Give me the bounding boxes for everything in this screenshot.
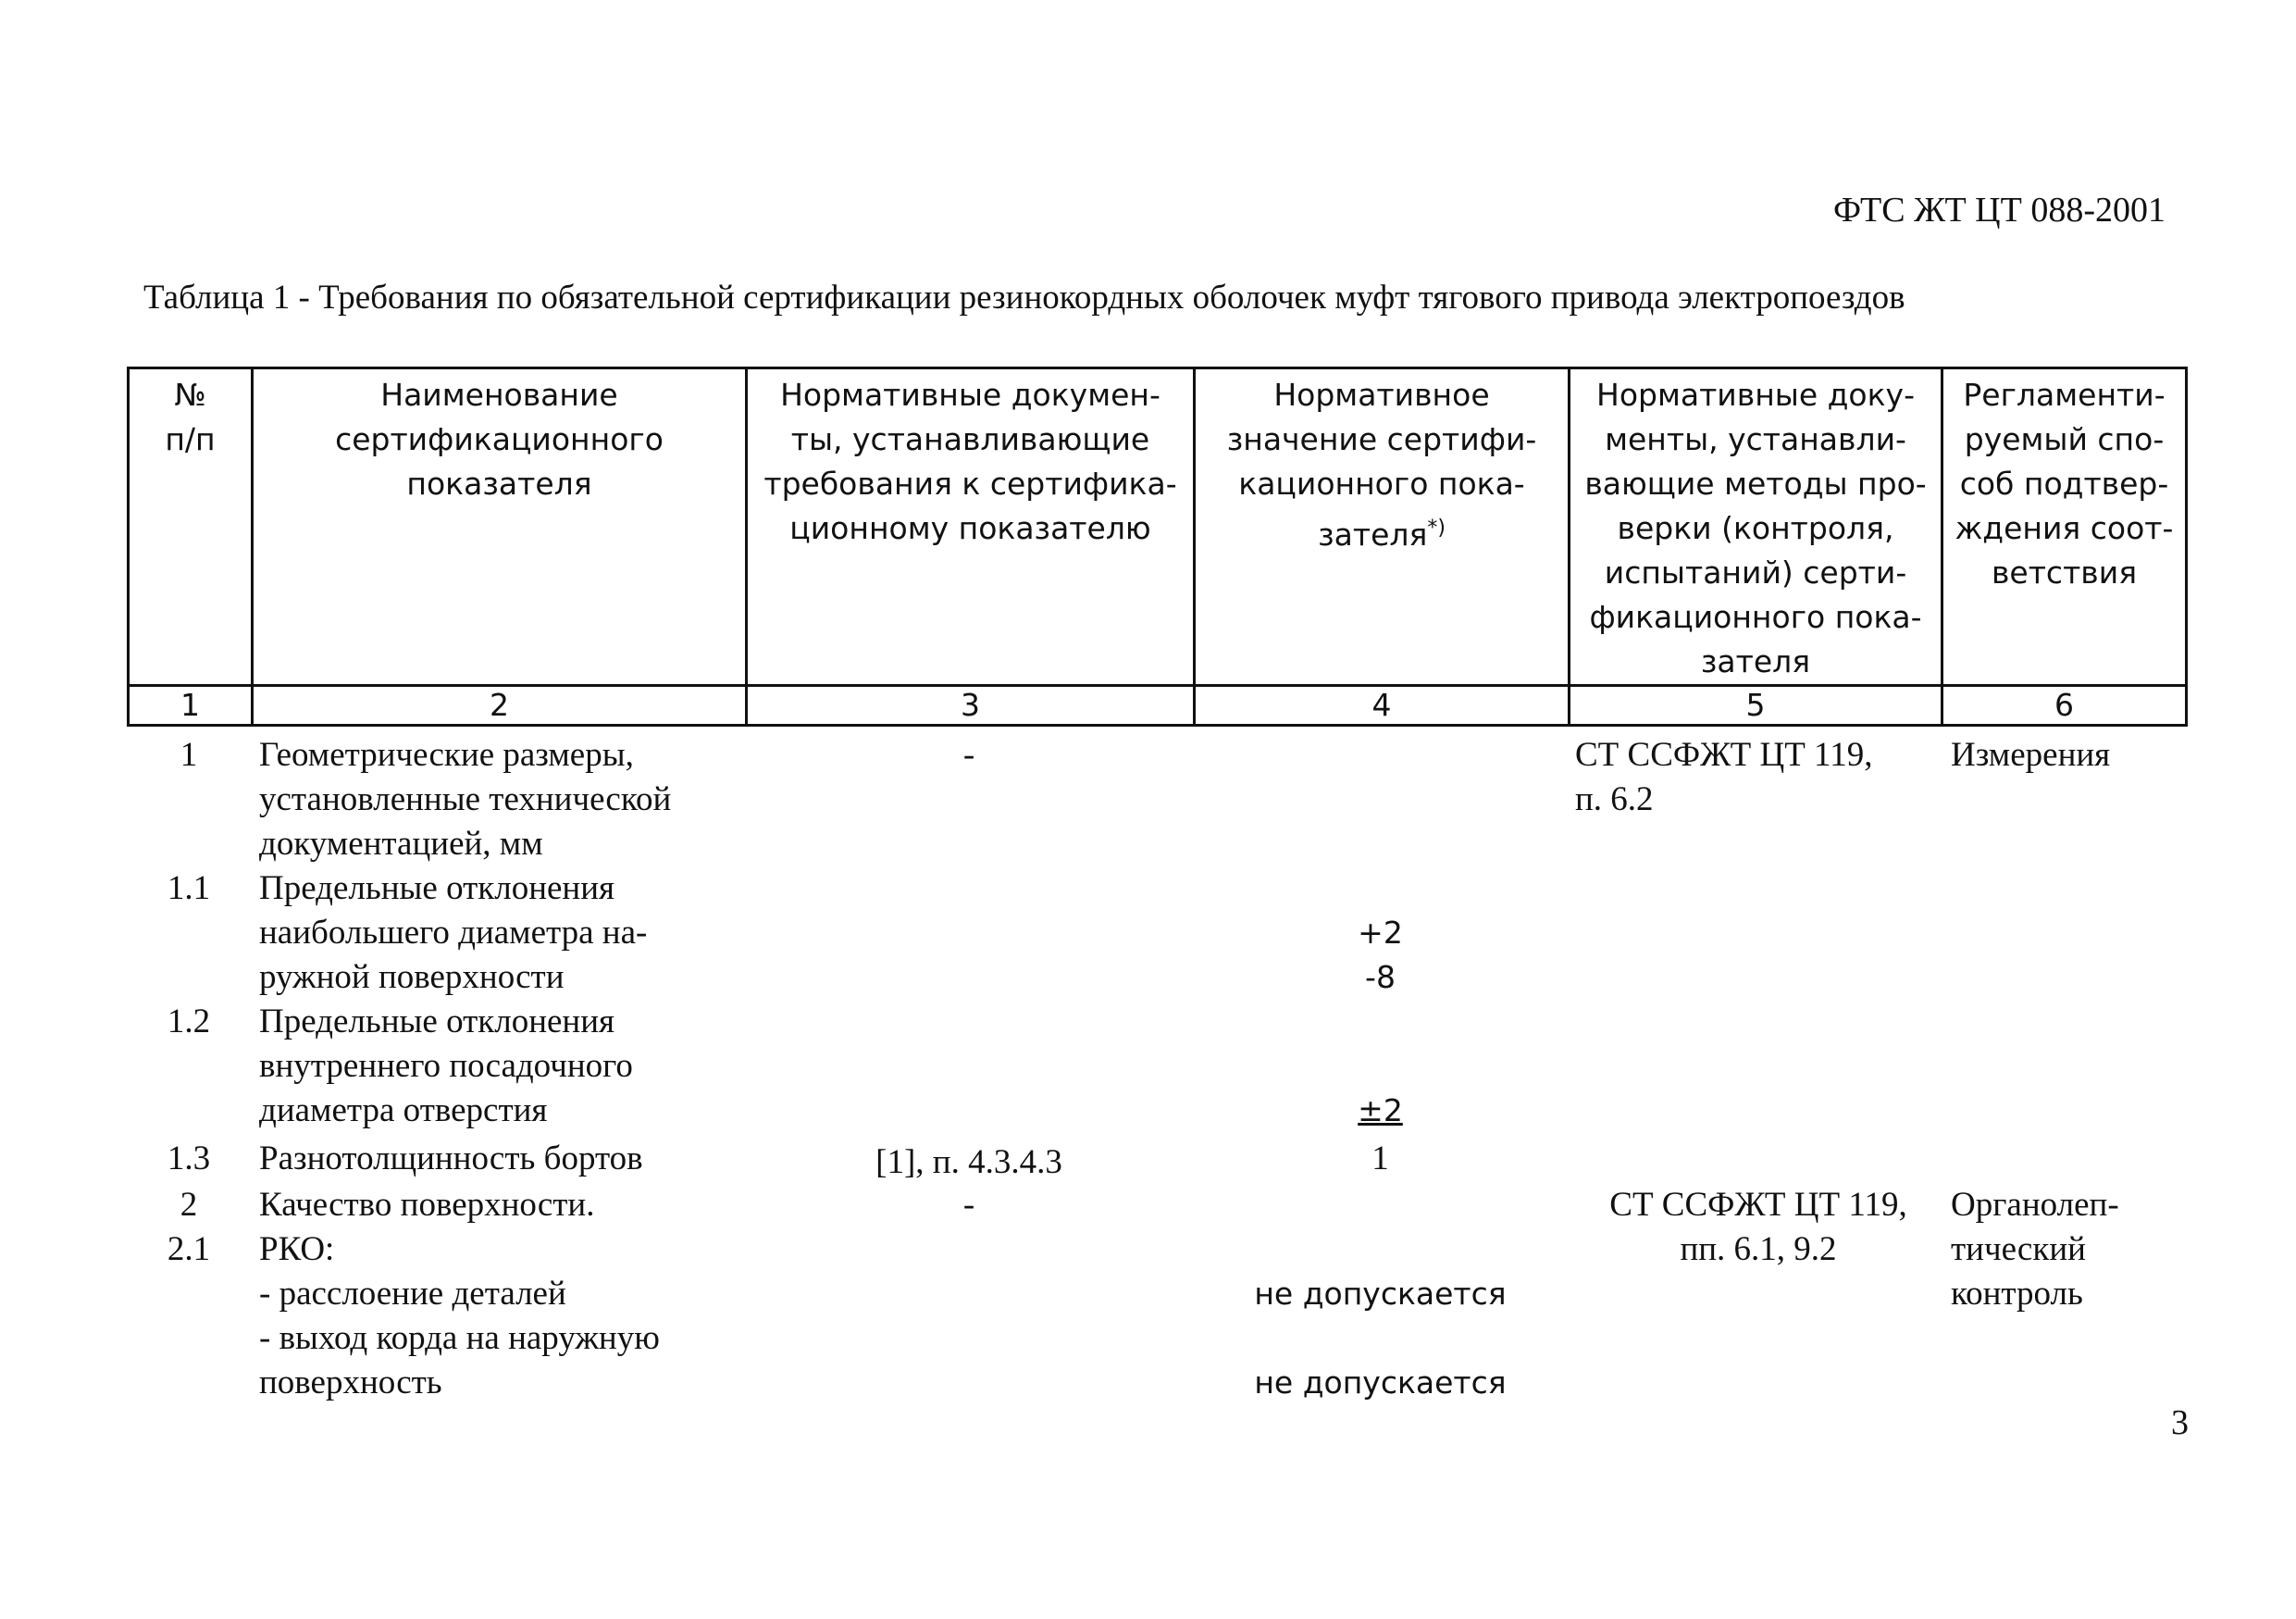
row-method-doc: СТ ССФЖТ ЦТ 119, пп. 6.1, 9.2 — [1609, 1186, 1907, 1268]
column-number: 5 — [1570, 686, 1942, 726]
row-number: 2 — [180, 1186, 198, 1224]
row-indicator-name: Предельные отклонения внутреннего посадочного диаметра отверстия — [259, 1003, 633, 1129]
row-method-doc: СТ ССФЖТ ЦТ 119, п. 6.2 — [1575, 736, 1873, 818]
column-number: 6 — [1942, 686, 2187, 726]
row-number: 2.1 — [167, 1230, 211, 1268]
row-number: 1.1 — [167, 869, 211, 907]
row-requirement-doc: [1], п. 4.3.4.3 — [875, 1143, 1062, 1181]
row-indicator-name: Разнотолщинность бортов — [259, 1140, 643, 1177]
row-indicator-name: Качество поверхности. — [259, 1186, 595, 1224]
row-indicator-name: РКО: — [259, 1230, 335, 1268]
row-number: 1.3 — [167, 1140, 211, 1177]
footnote-mark: *) — [1427, 517, 1446, 540]
row-indicator-name: - расслоение деталей — [259, 1275, 566, 1313]
header-cell-method-docs: Нормативные доку- менты, устанавли- вающие методы про- верки (контроля, испытаний) серти- фикационного пока- зателя — [1570, 368, 1942, 686]
row-normative-value: 1 — [1371, 1140, 1389, 1177]
table-header — [127, 367, 2188, 727]
column-number: 3 — [747, 686, 1195, 726]
column-number: 2 — [253, 686, 747, 726]
row-indicator-name: Геометрические размеры, установленные технической документацией, мм — [259, 736, 672, 863]
column-number: 1 — [129, 686, 253, 726]
row-indicator-name: Предельные отклонения наибольшего диаметра на- ружной поверхности — [259, 869, 648, 996]
row-indicator-name: - выход корда на наружную поверхность — [259, 1319, 660, 1401]
row-method: Измерения — [1951, 736, 2111, 774]
row-method: Органолеп- тический контроль — [1951, 1186, 2119, 1313]
header-cell-requirement-docs: Нормативные докумен- ты, устанавливающие требования к сертифика- ционному показателю — [747, 368, 1195, 686]
header-cell-number: № п/п — [129, 368, 253, 686]
row-normative-value: +2 -8 — [1358, 915, 1403, 995]
row-requirement-doc: - — [962, 1186, 975, 1224]
column-number: 4 — [1195, 686, 1570, 726]
table-caption: Таблица 1 - Требования по обязательной сертификации резинокордных оболочек муфт тягового привода электропоездов — [143, 279, 1905, 317]
row-normative-value: не допускается — [1254, 1276, 1507, 1312]
header-cell-indicator-name: Наименование сертификационного показателя — [253, 368, 747, 686]
row-normative-value: ±2 — [1358, 1092, 1403, 1128]
page-number: 3 — [2171, 1403, 2189, 1442]
header-cell-normative-value: Нормативное значение сертифи- кационного пока- зателя*) — [1195, 368, 1570, 686]
row-requirement-doc: - — [962, 736, 975, 774]
row-normative-value: не допускается — [1254, 1364, 1507, 1401]
header-cell-confirmation-method: Регламенти- руемый спо- соб подтвер- ждения соот- ветствия — [1942, 368, 2187, 686]
document-code: ФТС ЖТ ЦТ 088-2001 — [1832, 191, 2166, 230]
row-number: 1 — [180, 736, 198, 774]
row-number: 1.2 — [167, 1003, 211, 1040]
